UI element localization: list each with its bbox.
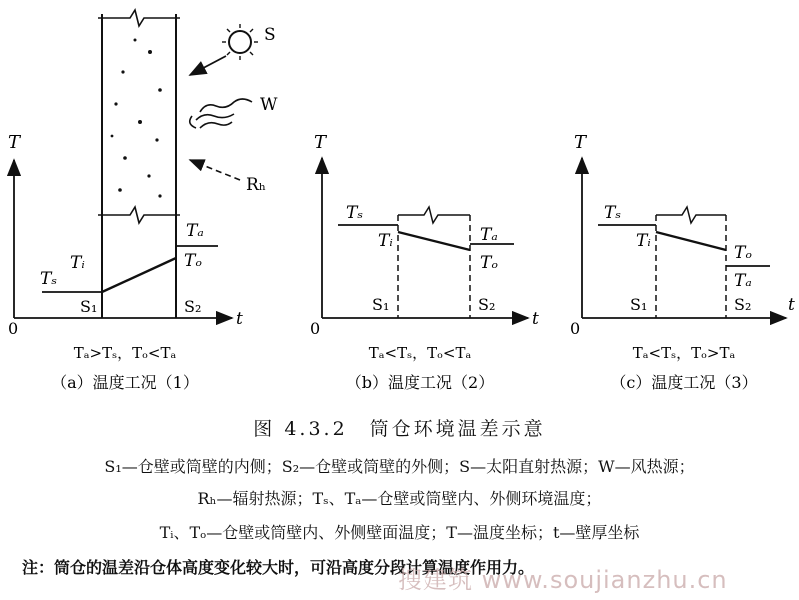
label-Ts-c: Tₛ (604, 203, 622, 223)
label-S1-a: S₁ (80, 297, 98, 316)
label-S2-b: S₂ (478, 295, 496, 314)
condition-b: Tₐ<Tₛ，Tₒ<Tₐ (368, 344, 472, 362)
label-S1-c: S₁ (630, 295, 648, 314)
label-Ta-a: Tₐ (186, 221, 204, 241)
label-Ti-c: Tᵢ (636, 231, 651, 251)
wind-label: W (260, 95, 278, 115)
axis-t-c: t (788, 295, 795, 315)
axis-t-a: t (236, 309, 243, 329)
axis-T-b: T (314, 132, 327, 153)
label-Ts-b: Tₛ (346, 203, 364, 223)
label-Ts-a: Tₛ (40, 269, 58, 289)
note-text: 注：筒仓的温差沿仓体高度变化较大时，可沿高度分段计算温度作用力。 (22, 558, 535, 577)
axis-t-b: t (532, 309, 539, 329)
origin-b: 0 (310, 319, 321, 338)
axis-T-a: T (8, 132, 21, 153)
axis-T-c: T (574, 132, 587, 153)
label-Ta-b: Tₐ (480, 225, 498, 245)
watermark-text: 搜建筑 www.soujianzhu.cn (398, 566, 728, 594)
label-To-b: Tₒ (480, 253, 498, 273)
legend-line-3: Tᵢ、Tₒ—仓壁或筒壁内、外侧壁面温度；T—温度坐标；t—壁厚坐标 (159, 523, 640, 542)
sun-arrow (190, 56, 226, 75)
label-To-a: Tₒ (184, 251, 202, 271)
figure-title: 图 4.3.2 筒仓环境温差示意 (253, 418, 546, 440)
condition-a: Tₐ>Tₛ，Tₒ<Tₐ (73, 344, 177, 362)
origin-c: 0 (570, 319, 581, 338)
condition-c: Tₐ<Tₛ，Tₒ>Tₐ (632, 344, 736, 362)
label-S2-c: S₂ (734, 295, 752, 314)
caption-c: （c）温度工况（3） (610, 373, 758, 392)
label-S2-a: S₂ (184, 297, 202, 316)
label-S1-b: S₁ (372, 295, 390, 314)
label-Ti-b: Tᵢ (378, 231, 393, 251)
sun-label: S (264, 25, 276, 45)
caption-b: （b）温度工况（2） (345, 373, 495, 392)
radiation-label: Rₕ (246, 175, 267, 195)
legend-line-2: Rₕ—辐射热源；Tₛ、Tₐ—仓壁或筒壁内、外侧环境温度； (197, 489, 602, 508)
sun-icon (222, 24, 258, 60)
radiation-arrow (190, 160, 240, 180)
wall-section-a (98, 10, 180, 318)
label-Ti-a: Tᵢ (70, 253, 85, 273)
caption-a: （a）温度工况（1） (51, 373, 199, 392)
origin-a: 0 (8, 319, 19, 338)
label-Ta-c: Tₐ (734, 271, 752, 291)
wall-aggregate-dots (111, 39, 162, 198)
label-To-c: Tₒ (734, 243, 752, 263)
wind-icon (190, 99, 252, 128)
legend-line-1: S₁—仓壁或筒壁的内侧；S₂—仓壁或筒壁的外侧；S—太阳直射热源；W—风热源； (104, 457, 695, 476)
